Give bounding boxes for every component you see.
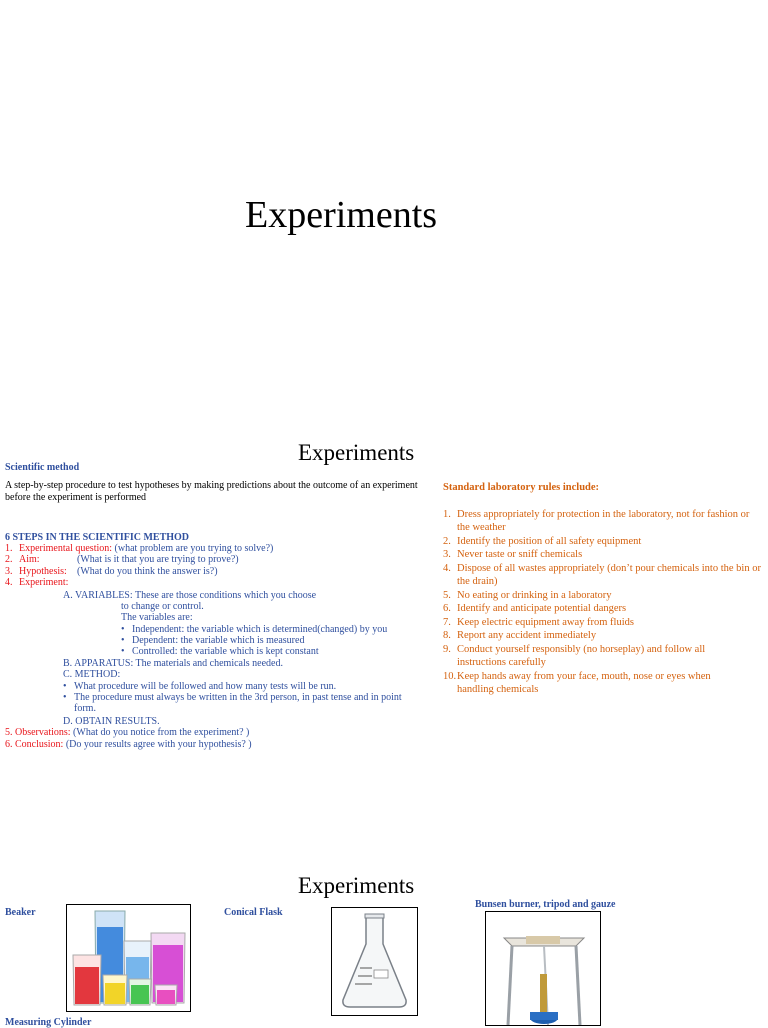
rule-10-number: 10. [443,671,457,682]
steps-heading: 6 STEPS IN THE SCIENTIFIC METHOD [5,532,190,543]
step-3 [5,566,67,578]
step-3-desc: (What do you think the answer is?) [77,566,218,577]
rule-1 [443,508,763,536]
variable-dependent-text: Dependent: the variable which is measured [132,635,305,646]
rule-5-text: No eating or drinking in a laboratory [457,590,612,601]
variables-line-1: A. VARIABLES: These are those conditions which you choose [63,590,317,601]
slide2-title: Experiments [298,440,415,465]
rule-1-text: Dress appropriately for protection in the laboratory, not for fashion or the weather [457,509,750,533]
rule-7-number: 7. [443,617,451,628]
step-3-label: Hypothesis: [19,566,67,577]
step-1-number: 1. [5,543,13,554]
definition-line-1: A step-by-step procedure to test hypotheses by making predictions about the outcome of an experiment [5,480,418,491]
lab-rules-heading: Standard laboratory rules include: [443,482,600,493]
method-line: C. METHOD: [63,669,121,680]
conclusion-desc: (Do your results agree with your hypothesis? ) [63,739,252,750]
step-4-label: Experiment: [19,577,69,588]
rule-3-text: Never taste or sniff chemicals [457,549,583,560]
variable-controlled-text: Controlled: the variable which is kept constant [132,646,319,657]
step-1 [5,543,273,555]
step-2-label: Aim: [19,554,40,565]
variable-controlled: • Controlled: the variable which is kept constant [121,646,319,657]
rule-10-text: Keep hands away from your face, mouth, nose or eyes when handling chemicals [457,671,711,695]
variables-line-3: The variables are: [121,612,193,623]
rule-9-number: 9. [443,644,451,655]
measuring-cylinder-caption: Measuring Cylinder [5,1017,92,1028]
rule-8-text: Report any accident immediately [457,630,597,641]
apparatus-line: B. APPARATUS: The materials and chemicals needed. [63,658,283,669]
method-bullet-2-text: The procedure must always be written in the 3rd person, in past tense and in point [74,692,402,703]
observations-line [5,727,249,739]
rule-7-text: Keep electric equipment away from fluids [457,617,634,628]
observations-desc: (What do you notice from the experiment? ) [70,727,250,738]
flask-illustration [332,908,417,1015]
method-bullet-1-text: What procedure will be followed and how many tests will be run. [74,681,337,692]
rule-6-number: 6. [443,603,451,614]
observations-label: 5. Observations: [5,727,71,738]
method-bullet-2-cont: form. [74,703,96,714]
conclusion-line [5,739,252,751]
obtain-results-line: D. OBTAIN RESULTS. [63,716,160,727]
rule-4-text: Dispose of all wastes appropriately (don’t pour chemicals into the bin or the drain) [457,563,761,587]
rule-6-text: Identify and anticipate potential dangers [457,603,627,614]
step-4-number: 4. [5,577,13,588]
conical-flask-caption: Conical Flask [224,907,283,918]
definition-line-2: before the experiment is performed [5,492,147,503]
step-2 [5,554,40,566]
step-3-number: 3. [5,566,13,577]
beaker-caption: Beaker [5,907,36,918]
conclusion-label: 6. Conclusion: [5,739,64,750]
slide3-title: Experiments [298,873,415,898]
bunsen-burner-image [485,911,601,1026]
bunsen-burner-caption: Bunsen burner, tripod and gauze [475,899,616,910]
rule-2-text: Identify the position of all safety equipment [457,536,642,547]
method-bullet-1: • What procedure will be followed and how many tests will be run. [63,681,337,692]
variable-independent: • Independent: the variable which is determined(changed) by you [121,624,388,635]
beaker-image [66,904,191,1012]
bunsen-burner-illustration [486,912,600,1025]
rule-4-number: 4. [443,563,451,574]
slide1-title: Experiments [245,194,438,236]
variable-independent-text: Independent: the variable which is determined(changed) by you [132,624,388,635]
rule-2-number: 2. [443,536,451,547]
rule-3-number: 3. [443,549,451,560]
rule-5-number: 5. [443,590,451,601]
step-4 [5,577,68,589]
beakers-illustration [67,905,190,1011]
variable-dependent: • Dependent: the variable which is measured [121,635,305,646]
rule-8-number: 8. [443,630,451,641]
step-2-number: 2. [5,554,13,565]
step-2-desc: (What is it that you are trying to prove?) [77,554,239,565]
step-1-desc: (what problem are you trying to solve?) [112,543,274,554]
variables-line-2: to change or control. [121,601,204,612]
method-bullet-2: • The procedure must always be written in the 3rd person, in past tense and in point [63,692,402,703]
scientific-method-heading: Scientific method [5,462,80,473]
step-1-label: Experimental question: [19,543,113,554]
rule-1-number: 1. [443,509,451,520]
rule-9-text: Conduct yourself responsibly (no horseplay) and follow all instructions carefully [457,644,706,668]
conical-flask-image [331,907,418,1016]
